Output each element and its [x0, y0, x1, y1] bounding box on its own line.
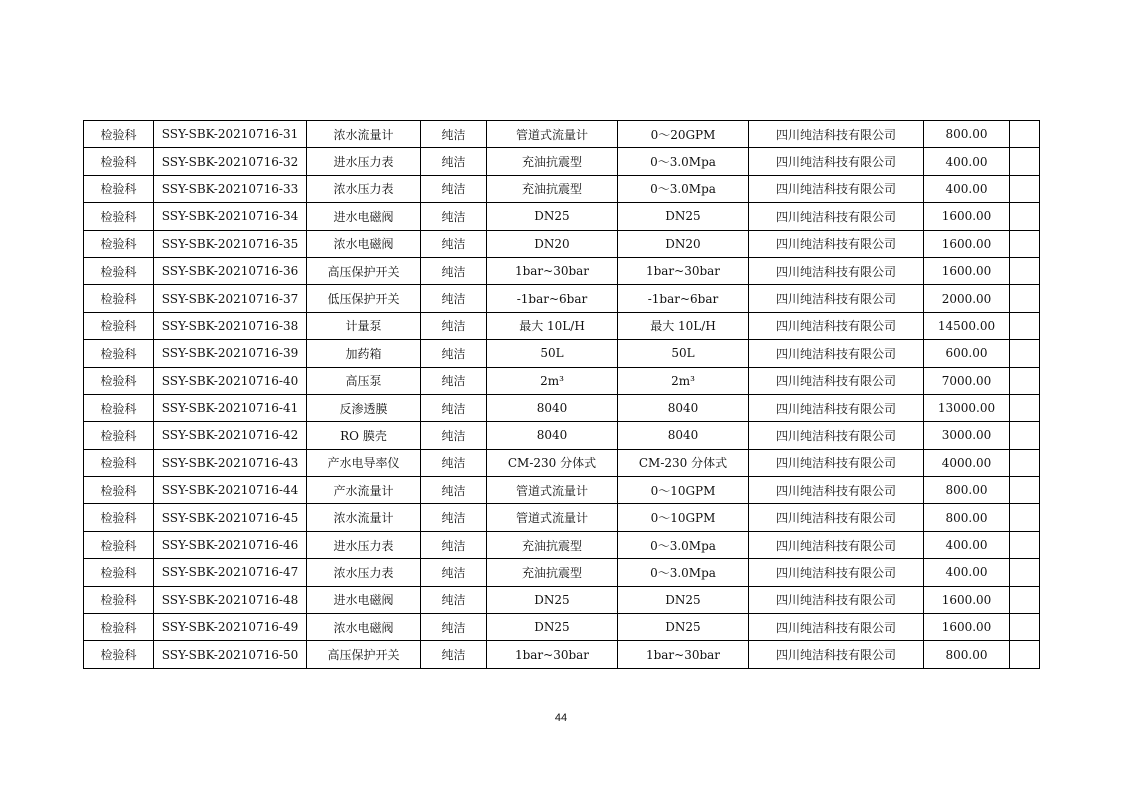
device-name-cell: 进水压力表 — [307, 531, 421, 558]
supplier-cell: 四川纯洁科技有限公司 — [749, 312, 924, 339]
department-cell: 检验科 — [84, 257, 154, 284]
device-name-cell: 进水电磁阀 — [307, 203, 421, 230]
brand-cell: 纯洁 — [421, 312, 487, 339]
department-cell: 检验科 — [84, 367, 154, 394]
brand-cell: 纯洁 — [421, 559, 487, 586]
blank-cell — [1010, 559, 1040, 586]
blank-cell — [1010, 641, 1040, 668]
price-cell: 2000.00 — [924, 285, 1010, 312]
department-cell: 检验科 — [84, 230, 154, 257]
department-cell: 检验科 — [84, 148, 154, 175]
department-cell: 检验科 — [84, 175, 154, 202]
asset-code-cell: SSY-SBK-20210716-45 — [154, 504, 307, 531]
device-name-cell: 高压泵 — [307, 367, 421, 394]
brand-cell: 纯洁 — [421, 586, 487, 613]
spec-cell: 最大 10L/H — [618, 312, 749, 339]
supplier-cell: 四川纯洁科技有限公司 — [749, 121, 924, 148]
model-cell: 8040 — [487, 422, 618, 449]
department-cell: 检验科 — [84, 394, 154, 421]
asset-code-cell: SSY-SBK-20210716-31 — [154, 121, 307, 148]
spec-cell: 0～3.0Mpa — [618, 148, 749, 175]
price-cell: 800.00 — [924, 641, 1010, 668]
supplier-cell: 四川纯洁科技有限公司 — [749, 586, 924, 613]
price-cell: 3000.00 — [924, 422, 1010, 449]
spec-cell: 0～10GPM — [618, 477, 749, 504]
blank-cell — [1010, 477, 1040, 504]
spec-cell: 1bar~30bar — [618, 641, 749, 668]
department-cell: 检验科 — [84, 477, 154, 504]
price-cell: 800.00 — [924, 477, 1010, 504]
supplier-cell: 四川纯洁科技有限公司 — [749, 148, 924, 175]
brand-cell: 纯洁 — [421, 285, 487, 312]
spec-cell: 8040 — [618, 422, 749, 449]
price-cell: 400.00 — [924, 148, 1010, 175]
table-body — [84, 121, 1040, 669]
supplier-cell: 四川纯洁科技有限公司 — [749, 559, 924, 586]
spec-cell: DN25 — [618, 203, 749, 230]
brand-cell: 纯洁 — [421, 175, 487, 202]
supplier-cell: 四川纯洁科技有限公司 — [749, 285, 924, 312]
brand-cell: 纯洁 — [421, 203, 487, 230]
device-name-cell: 浓水电磁阀 — [307, 614, 421, 641]
department-cell: 检验科 — [84, 312, 154, 339]
device-name-cell: 浓水压力表 — [307, 175, 421, 202]
brand-cell: 纯洁 — [421, 121, 487, 148]
brand-cell: 纯洁 — [421, 449, 487, 476]
price-cell: 1600.00 — [924, 230, 1010, 257]
spec-cell: DN25 — [618, 614, 749, 641]
price-cell: 600.00 — [924, 340, 1010, 367]
department-cell: 检验科 — [84, 559, 154, 586]
brand-cell: 纯洁 — [421, 422, 487, 449]
department-cell: 检验科 — [84, 285, 154, 312]
table-row — [84, 340, 1040, 367]
supplier-cell: 四川纯洁科技有限公司 — [749, 394, 924, 421]
model-cell: DN25 — [487, 614, 618, 641]
table-row — [84, 641, 1040, 668]
blank-cell — [1010, 614, 1040, 641]
table-row — [84, 586, 1040, 613]
spec-cell: DN20 — [618, 230, 749, 257]
page-number: 44 — [554, 712, 568, 724]
asset-code-cell: SSY-SBK-20210716-33 — [154, 175, 307, 202]
blank-cell — [1010, 449, 1040, 476]
equipment-table — [83, 120, 1040, 669]
supplier-cell: 四川纯洁科技有限公司 — [749, 367, 924, 394]
device-name-cell: 加药箱 — [307, 340, 421, 367]
department-cell: 检验科 — [84, 422, 154, 449]
asset-code-cell: SSY-SBK-20210716-44 — [154, 477, 307, 504]
table-row — [84, 422, 1040, 449]
blank-cell — [1010, 394, 1040, 421]
model-cell: 2m³ — [487, 367, 618, 394]
device-name-cell: 反渗透膜 — [307, 394, 421, 421]
model-cell: 1bar~30bar — [487, 257, 618, 284]
device-name-cell: 浓水流量计 — [307, 121, 421, 148]
price-cell: 400.00 — [924, 531, 1010, 558]
blank-cell — [1010, 121, 1040, 148]
model-cell: DN25 — [487, 586, 618, 613]
department-cell: 检验科 — [84, 203, 154, 230]
asset-code-cell: SSY-SBK-20210716-43 — [154, 449, 307, 476]
supplier-cell: 四川纯洁科技有限公司 — [749, 614, 924, 641]
blank-cell — [1010, 257, 1040, 284]
blank-cell — [1010, 586, 1040, 613]
model-cell: 最大 10L/H — [487, 312, 618, 339]
supplier-cell: 四川纯洁科技有限公司 — [749, 641, 924, 668]
department-cell: 检验科 — [84, 449, 154, 476]
price-cell: 400.00 — [924, 559, 1010, 586]
brand-cell: 纯洁 — [421, 477, 487, 504]
department-cell: 检验科 — [84, 614, 154, 641]
asset-code-cell: SSY-SBK-20210716-47 — [154, 559, 307, 586]
brand-cell: 纯洁 — [421, 230, 487, 257]
spec-cell: 0～10GPM — [618, 504, 749, 531]
table-row — [84, 504, 1040, 531]
table-row — [84, 285, 1040, 312]
device-name-cell: 计量泵 — [307, 312, 421, 339]
price-cell: 7000.00 — [924, 367, 1010, 394]
department-cell: 检验科 — [84, 641, 154, 668]
price-cell: 4000.00 — [924, 449, 1010, 476]
price-cell: 13000.00 — [924, 394, 1010, 421]
department-cell: 检验科 — [84, 531, 154, 558]
device-name-cell: 进水压力表 — [307, 148, 421, 175]
supplier-cell: 四川纯洁科技有限公司 — [749, 531, 924, 558]
spec-cell: -1bar~6bar — [618, 285, 749, 312]
blank-cell — [1010, 340, 1040, 367]
asset-code-cell: SSY-SBK-20210716-50 — [154, 641, 307, 668]
spec-cell: 8040 — [618, 394, 749, 421]
asset-code-cell: SSY-SBK-20210716-32 — [154, 148, 307, 175]
device-name-cell: 产水流量计 — [307, 477, 421, 504]
asset-code-cell: SSY-SBK-20210716-40 — [154, 367, 307, 394]
model-cell: 充油抗震型 — [487, 148, 618, 175]
price-cell: 14500.00 — [924, 312, 1010, 339]
device-name-cell: 浓水流量计 — [307, 504, 421, 531]
model-cell: 管道式流量计 — [487, 121, 618, 148]
brand-cell: 纯洁 — [421, 367, 487, 394]
device-name-cell: 进水电磁阀 — [307, 586, 421, 613]
model-cell: -1bar~6bar — [487, 285, 618, 312]
asset-code-cell: SSY-SBK-20210716-36 — [154, 257, 307, 284]
supplier-cell: 四川纯洁科技有限公司 — [749, 175, 924, 202]
department-cell: 检验科 — [84, 340, 154, 367]
blank-cell — [1010, 422, 1040, 449]
model-cell: 管道式流量计 — [487, 504, 618, 531]
blank-cell — [1010, 148, 1040, 175]
table-row — [84, 559, 1040, 586]
table-row — [84, 449, 1040, 476]
blank-cell — [1010, 504, 1040, 531]
spec-cell: CM-230 分体式 — [618, 449, 749, 476]
table-row — [84, 121, 1040, 148]
spec-cell: DN25 — [618, 586, 749, 613]
supplier-cell: 四川纯洁科技有限公司 — [749, 340, 924, 367]
blank-cell — [1010, 312, 1040, 339]
blank-cell — [1010, 285, 1040, 312]
model-cell: 充油抗震型 — [487, 559, 618, 586]
price-cell: 800.00 — [924, 121, 1010, 148]
device-name-cell: 产水电导率仪 — [307, 449, 421, 476]
supplier-cell: 四川纯洁科技有限公司 — [749, 422, 924, 449]
asset-code-cell: SSY-SBK-20210716-37 — [154, 285, 307, 312]
table-row — [84, 614, 1040, 641]
brand-cell: 纯洁 — [421, 531, 487, 558]
spec-cell: 1bar~30bar — [618, 257, 749, 284]
table-row — [84, 312, 1040, 339]
asset-code-cell: SSY-SBK-20210716-48 — [154, 586, 307, 613]
table-row — [84, 477, 1040, 504]
department-cell: 检验科 — [84, 504, 154, 531]
price-cell: 1600.00 — [924, 586, 1010, 613]
asset-code-cell: SSY-SBK-20210716-41 — [154, 394, 307, 421]
price-cell: 1600.00 — [924, 614, 1010, 641]
price-cell: 1600.00 — [924, 203, 1010, 230]
asset-code-cell: SSY-SBK-20210716-39 — [154, 340, 307, 367]
asset-code-cell: SSY-SBK-20210716-38 — [154, 312, 307, 339]
asset-code-cell: SSY-SBK-20210716-46 — [154, 531, 307, 558]
device-name-cell: 低压保护开关 — [307, 285, 421, 312]
brand-cell: 纯洁 — [421, 394, 487, 421]
spec-cell: 0～20GPM — [618, 121, 749, 148]
device-name-cell: 高压保护开关 — [307, 641, 421, 668]
device-name-cell: 浓水压力表 — [307, 559, 421, 586]
price-cell: 800.00 — [924, 504, 1010, 531]
model-cell: 50L — [487, 340, 618, 367]
model-cell: DN20 — [487, 230, 618, 257]
spec-cell: 2m³ — [618, 367, 749, 394]
supplier-cell: 四川纯洁科技有限公司 — [749, 230, 924, 257]
device-name-cell: 浓水电磁阀 — [307, 230, 421, 257]
asset-code-cell: SSY-SBK-20210716-42 — [154, 422, 307, 449]
brand-cell: 纯洁 — [421, 504, 487, 531]
table-row — [84, 531, 1040, 558]
device-name-cell: RO 膜壳 — [307, 422, 421, 449]
spec-cell: 0～3.0Mpa — [618, 559, 749, 586]
spec-cell: 0～3.0Mpa — [618, 531, 749, 558]
supplier-cell: 四川纯洁科技有限公司 — [749, 203, 924, 230]
model-cell: 管道式流量计 — [487, 477, 618, 504]
model-cell: CM-230 分体式 — [487, 449, 618, 476]
blank-cell — [1010, 203, 1040, 230]
model-cell: 8040 — [487, 394, 618, 421]
spec-cell: 0～3.0Mpa — [618, 175, 749, 202]
supplier-cell: 四川纯洁科技有限公司 — [749, 449, 924, 476]
spec-cell: 50L — [618, 340, 749, 367]
model-cell: 充油抗震型 — [487, 175, 618, 202]
supplier-cell: 四川纯洁科技有限公司 — [749, 257, 924, 284]
model-cell: 1bar~30bar — [487, 641, 618, 668]
blank-cell — [1010, 175, 1040, 202]
table-row — [84, 367, 1040, 394]
blank-cell — [1010, 531, 1040, 558]
blank-cell — [1010, 367, 1040, 394]
brand-cell: 纯洁 — [421, 614, 487, 641]
model-cell: DN25 — [487, 203, 618, 230]
table-row — [84, 394, 1040, 421]
brand-cell: 纯洁 — [421, 148, 487, 175]
price-cell: 400.00 — [924, 175, 1010, 202]
blank-cell — [1010, 230, 1040, 257]
supplier-cell: 四川纯洁科技有限公司 — [749, 504, 924, 531]
brand-cell: 纯洁 — [421, 641, 487, 668]
asset-code-cell: SSY-SBK-20210716-35 — [154, 230, 307, 257]
asset-code-cell: SSY-SBK-20210716-49 — [154, 614, 307, 641]
model-cell: 充油抗震型 — [487, 531, 618, 558]
supplier-cell: 四川纯洁科技有限公司 — [749, 477, 924, 504]
table-row — [84, 230, 1040, 257]
table-row — [84, 257, 1040, 284]
department-cell: 检验科 — [84, 121, 154, 148]
asset-code-cell: SSY-SBK-20210716-34 — [154, 203, 307, 230]
table-row — [84, 148, 1040, 175]
table-row — [84, 203, 1040, 230]
price-cell: 1600.00 — [924, 257, 1010, 284]
brand-cell: 纯洁 — [421, 340, 487, 367]
table-row — [84, 175, 1040, 202]
department-cell: 检验科 — [84, 586, 154, 613]
device-name-cell: 高压保护开关 — [307, 257, 421, 284]
brand-cell: 纯洁 — [421, 257, 487, 284]
